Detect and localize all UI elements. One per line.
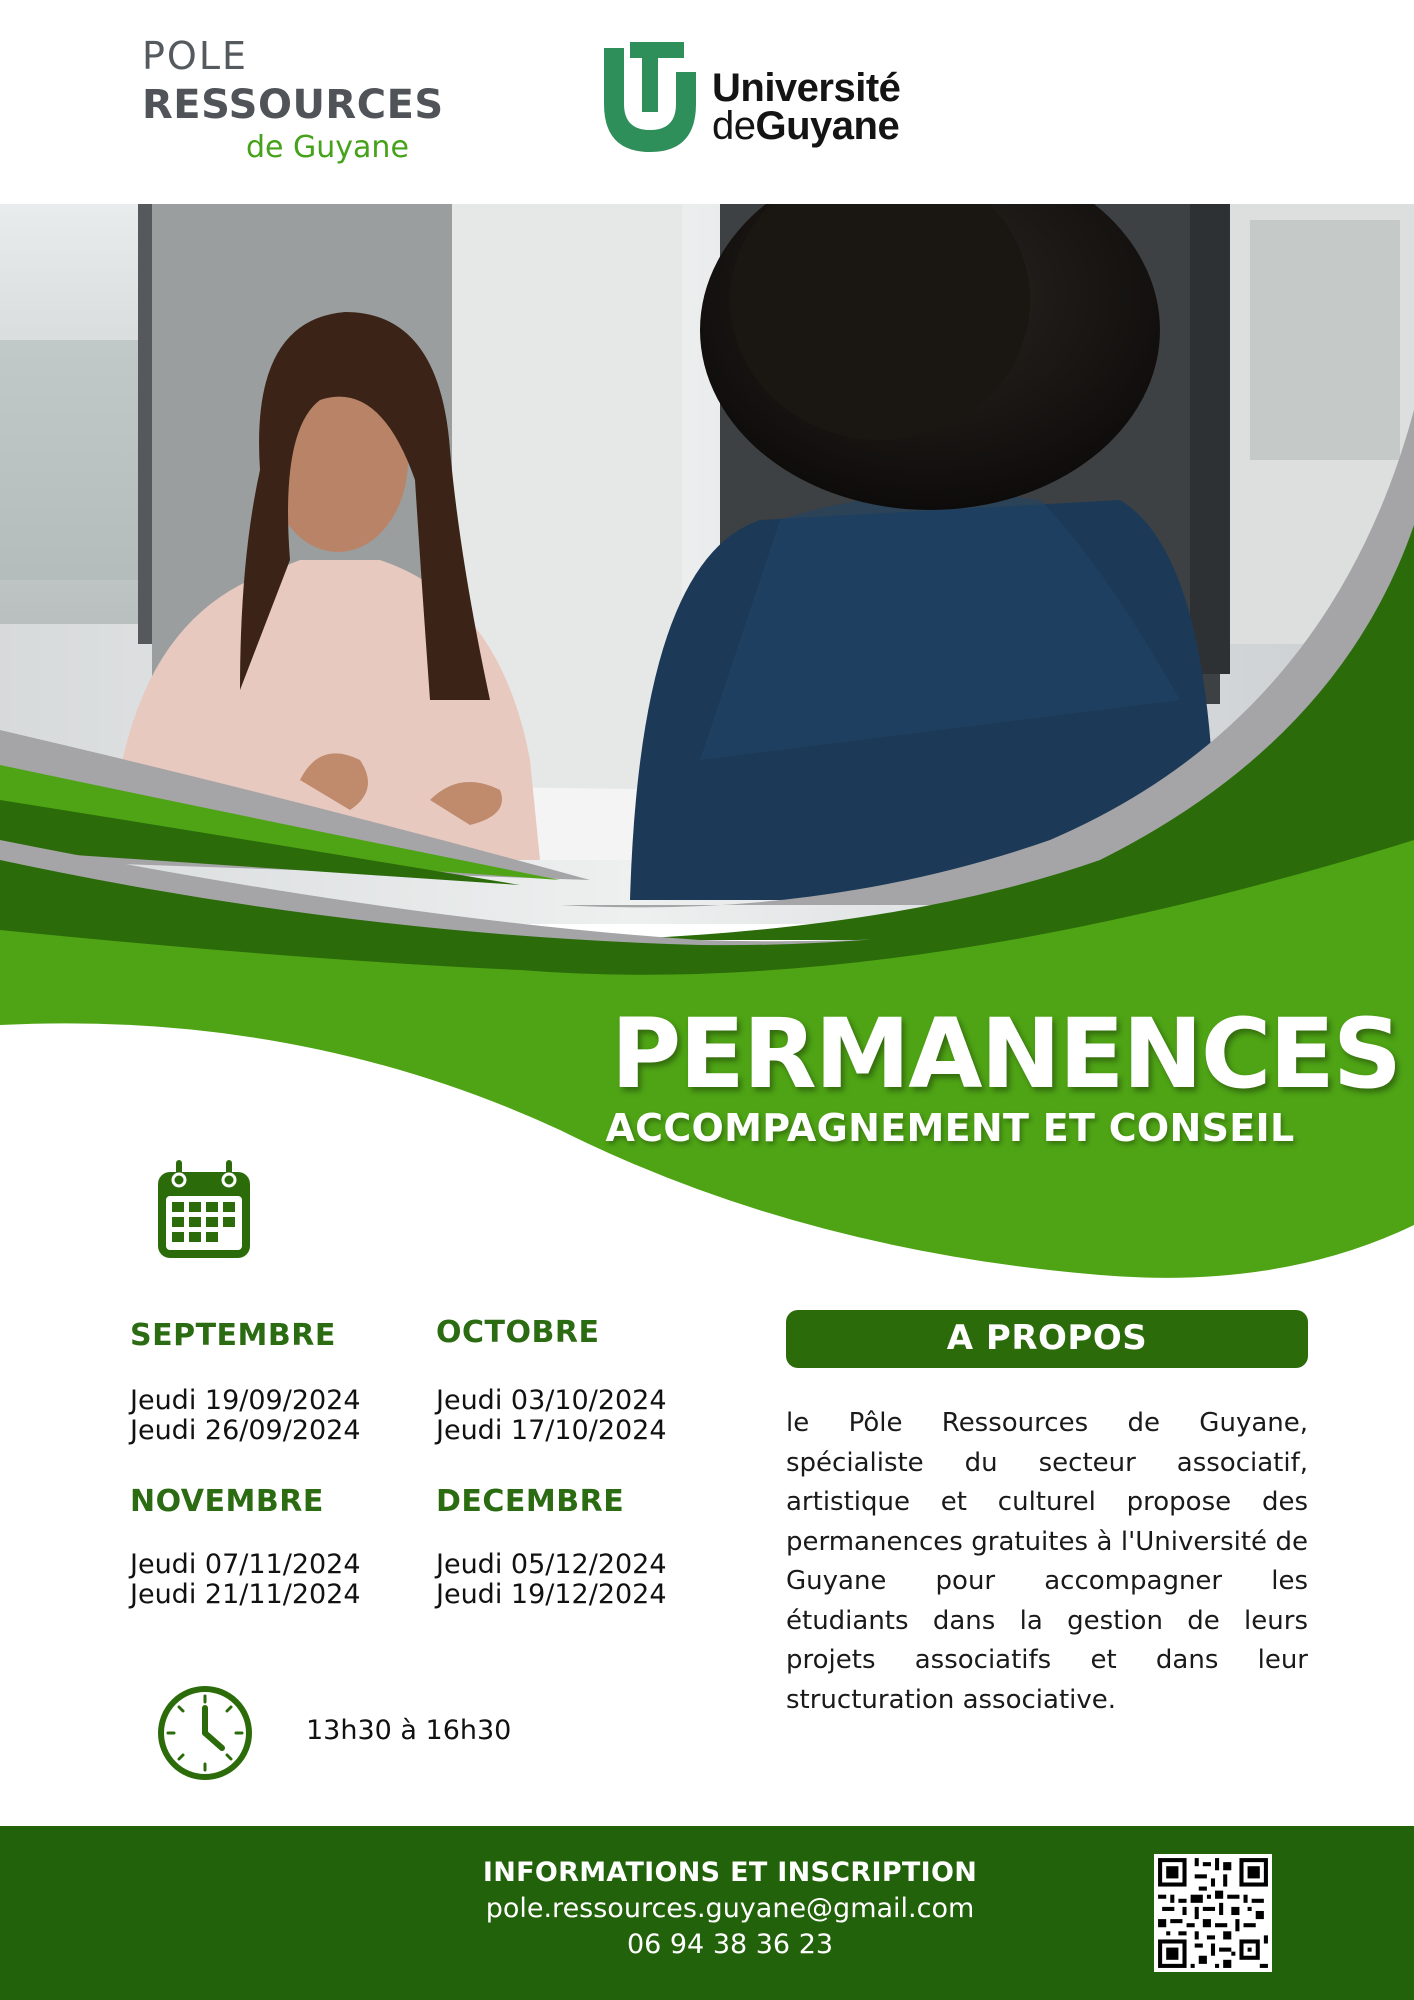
qr-code-graphic xyxy=(1154,1854,1272,1972)
date-item: Jeudi 07/11/2024 xyxy=(130,1549,361,1580)
pole-logo-ressources: RESSOURCES xyxy=(142,82,444,128)
universite-prefix: de xyxy=(712,104,756,148)
date-item: Jeudi 26/09/2024 xyxy=(130,1415,361,1446)
calendar-icon xyxy=(154,1158,254,1262)
footer-email-link[interactable]: pole.ressources.guyane@gmail.com xyxy=(485,1893,975,1924)
universite-guyane: Guyane xyxy=(755,104,900,148)
page-title: PERMANENCES xyxy=(610,998,1400,1110)
date-item: Jeudi 17/10/2024 xyxy=(436,1415,667,1446)
about-text: le Pôle Ressources de Guyane, spécialiste du secteur associatif, artistique et culturel propose des permanences gratuites à l'Université de Guyane pour accompagner les étudiants dans la gestion de leurs projets associatifs et dans leur structuration associative. xyxy=(786,1408,1308,1715)
month-november-dates xyxy=(130,1550,361,1610)
month-october: OCTOBRE xyxy=(436,1315,600,1350)
date-item: Jeudi 05/12/2024 xyxy=(436,1549,667,1580)
month-november: NOVEMBRE xyxy=(130,1484,324,1519)
month-september: SEPTEMBRE xyxy=(130,1318,336,1353)
about-heading: A PROPOS xyxy=(786,1310,1308,1368)
footer-title: INFORMATIONS ET INSCRIPTION xyxy=(482,1857,978,1888)
footer-phone[interactable]: 06 94 38 36 23 xyxy=(626,1929,834,1960)
opening-hours: 13h30 à 16h30 xyxy=(306,1715,512,1746)
universite-name-line2 xyxy=(712,104,899,149)
pole-logo-guyane: de Guyane xyxy=(246,130,409,165)
month-september-dates xyxy=(130,1386,361,1446)
pole-ressources-logo xyxy=(142,34,442,164)
month-october-dates xyxy=(436,1386,667,1446)
date-item: Jeudi 19/09/2024 xyxy=(130,1385,361,1416)
universite-name-line1: Université xyxy=(712,66,901,110)
date-item: Jeudi 19/12/2024 xyxy=(436,1579,667,1610)
page-subtitle: ACCOMPAGNEMENT ET CONSEIL xyxy=(605,1106,1295,1150)
pole-logo-word: POLE xyxy=(142,34,249,78)
clock-icon xyxy=(156,1684,254,1782)
month-december: DECEMBRE xyxy=(436,1484,625,1519)
month-december-dates xyxy=(436,1550,667,1610)
universite-guyane-logo xyxy=(604,42,934,158)
date-item: Jeudi 21/11/2024 xyxy=(130,1579,361,1610)
qr-code-icon[interactable] xyxy=(1154,1854,1272,1972)
date-item: Jeudi 03/10/2024 xyxy=(436,1385,667,1416)
universite-mark-icon xyxy=(604,42,704,154)
